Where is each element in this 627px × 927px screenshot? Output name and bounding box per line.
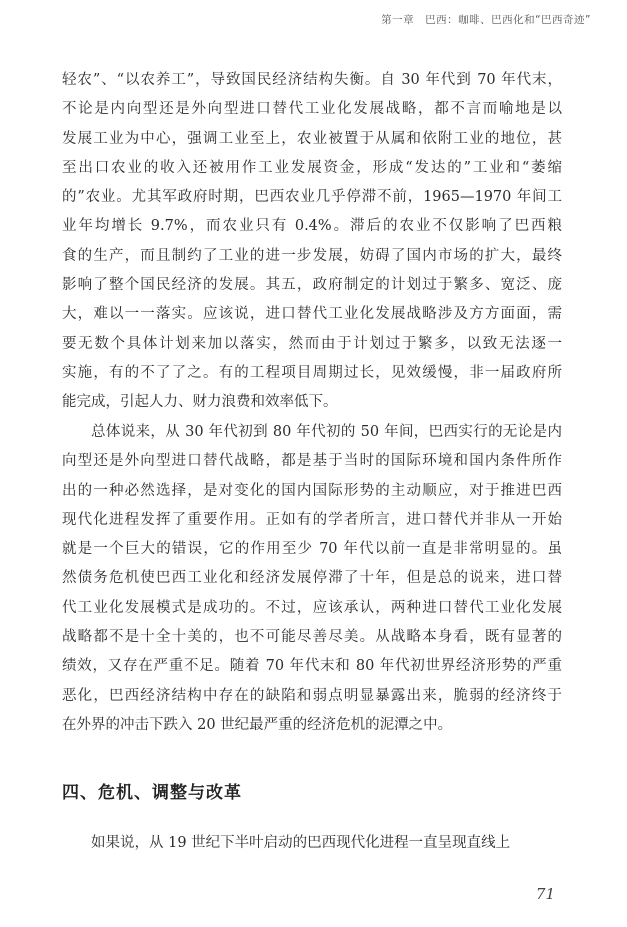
page-number: 71 bbox=[535, 885, 555, 903]
text-line: 轻农”、“以农养工”，导致国民经济结构失衡。自 30 年代到 70 年代末， bbox=[62, 72, 562, 88]
body-paragraph-1 bbox=[62, 66, 562, 418]
text-line: 如果说，从 19 世纪下半叶启动的巴西现代化进程一直呈现直线上 bbox=[91, 835, 511, 851]
running-header: 第一章 巴西：咖啡、巴西化和“巴西奇迹” bbox=[381, 14, 591, 26]
text-line: 代工业化发展模式是成功的。不过，应该承认，两种进口替代工业化发展 bbox=[62, 599, 562, 616]
text-line: 绩效，又存在严重不足。随着 70 年代末和 80 年代初世界经济形势的严重 bbox=[62, 658, 562, 675]
text-line: 要无数个具体计划来加以落实，然而由于计划过于繁多，以致无法逐一 bbox=[62, 335, 562, 352]
text-line: 能完成，引起人力、财力浪费和效率低下。 bbox=[62, 394, 338, 411]
text-line: 向型还是外向型进口替代战略，都是基于当时的国际环境和国内条件所作 bbox=[62, 453, 562, 470]
text-line: 业年均增长 9.7%，而农业只有 0.4%。滞后的农业不仅影响了巴西粮 bbox=[62, 218, 562, 235]
text-line: 发展工业为中心，强调工业至上，农业被置于从属和依附工业的地位，甚 bbox=[62, 130, 562, 147]
text-line: 现代化进程发挥了重要作用。正如有的学者所言，进口替代并非从一开始 bbox=[62, 511, 562, 528]
text-line: 的”农业。尤其军政府时期，巴西农业几乎停滞不前，1965—1970 年间工 bbox=[62, 189, 562, 206]
text-line: 然债务危机使巴西工业化和经济发展停滞了十年，但是总的说来，进口替 bbox=[62, 570, 562, 587]
body-paragraph-3 bbox=[62, 829, 562, 858]
text-line: 至出口农业的收入还被用作工业发展资金，形成“发达的”工业和“萎缩 bbox=[62, 159, 562, 176]
text-line: 实施，有的不了了之。有的工程项目周期过长，见效缓慢，非一届政府所 bbox=[62, 364, 562, 381]
text-line: 不论是内向型还是外向型进口替代工业化发展战略，都不言而喻地是以 bbox=[62, 101, 562, 118]
text-line: 影响了整个国民经济的发展。其五，政府制定的计划过于繁多、宽泛、庞 bbox=[62, 277, 562, 294]
text-line: 在外界的冲击下跌入 20 世纪最严重的经济危机的泥潭之中。 bbox=[62, 716, 453, 733]
body-paragraph-2 bbox=[62, 418, 562, 740]
text-line: 大，难以一一落实。应该说，进口替代工业化发展战略涉及方方面面，需 bbox=[62, 306, 562, 323]
text-line: 就是一个巨大的错误，它的作用至少 70 年代以前一直是非常明显的。虽 bbox=[62, 541, 562, 558]
text-line: 总体说来，从 30 年代初到 80 年代初的 50 年间，巴西实行的无论是内 bbox=[91, 424, 562, 440]
text-line: 恶化，巴西经济结构中存在的缺陷和弱点明显暴露出来，脆弱的经济终于 bbox=[62, 687, 562, 704]
text-line: 食的生产，而且制约了工业的进一步发展，妨碍了国内市场的扩大，最终 bbox=[62, 247, 562, 264]
text-line: 战略都不是十全十美的，也不可能尽善尽美。从战略本身看，既有显著的 bbox=[62, 629, 562, 646]
section-heading: 四、危机、调整与改革 bbox=[62, 783, 242, 803]
text-line: 出的一种必然选择，是对变化的国内国际形势的主动顺应，对于推进巴西 bbox=[62, 482, 562, 499]
